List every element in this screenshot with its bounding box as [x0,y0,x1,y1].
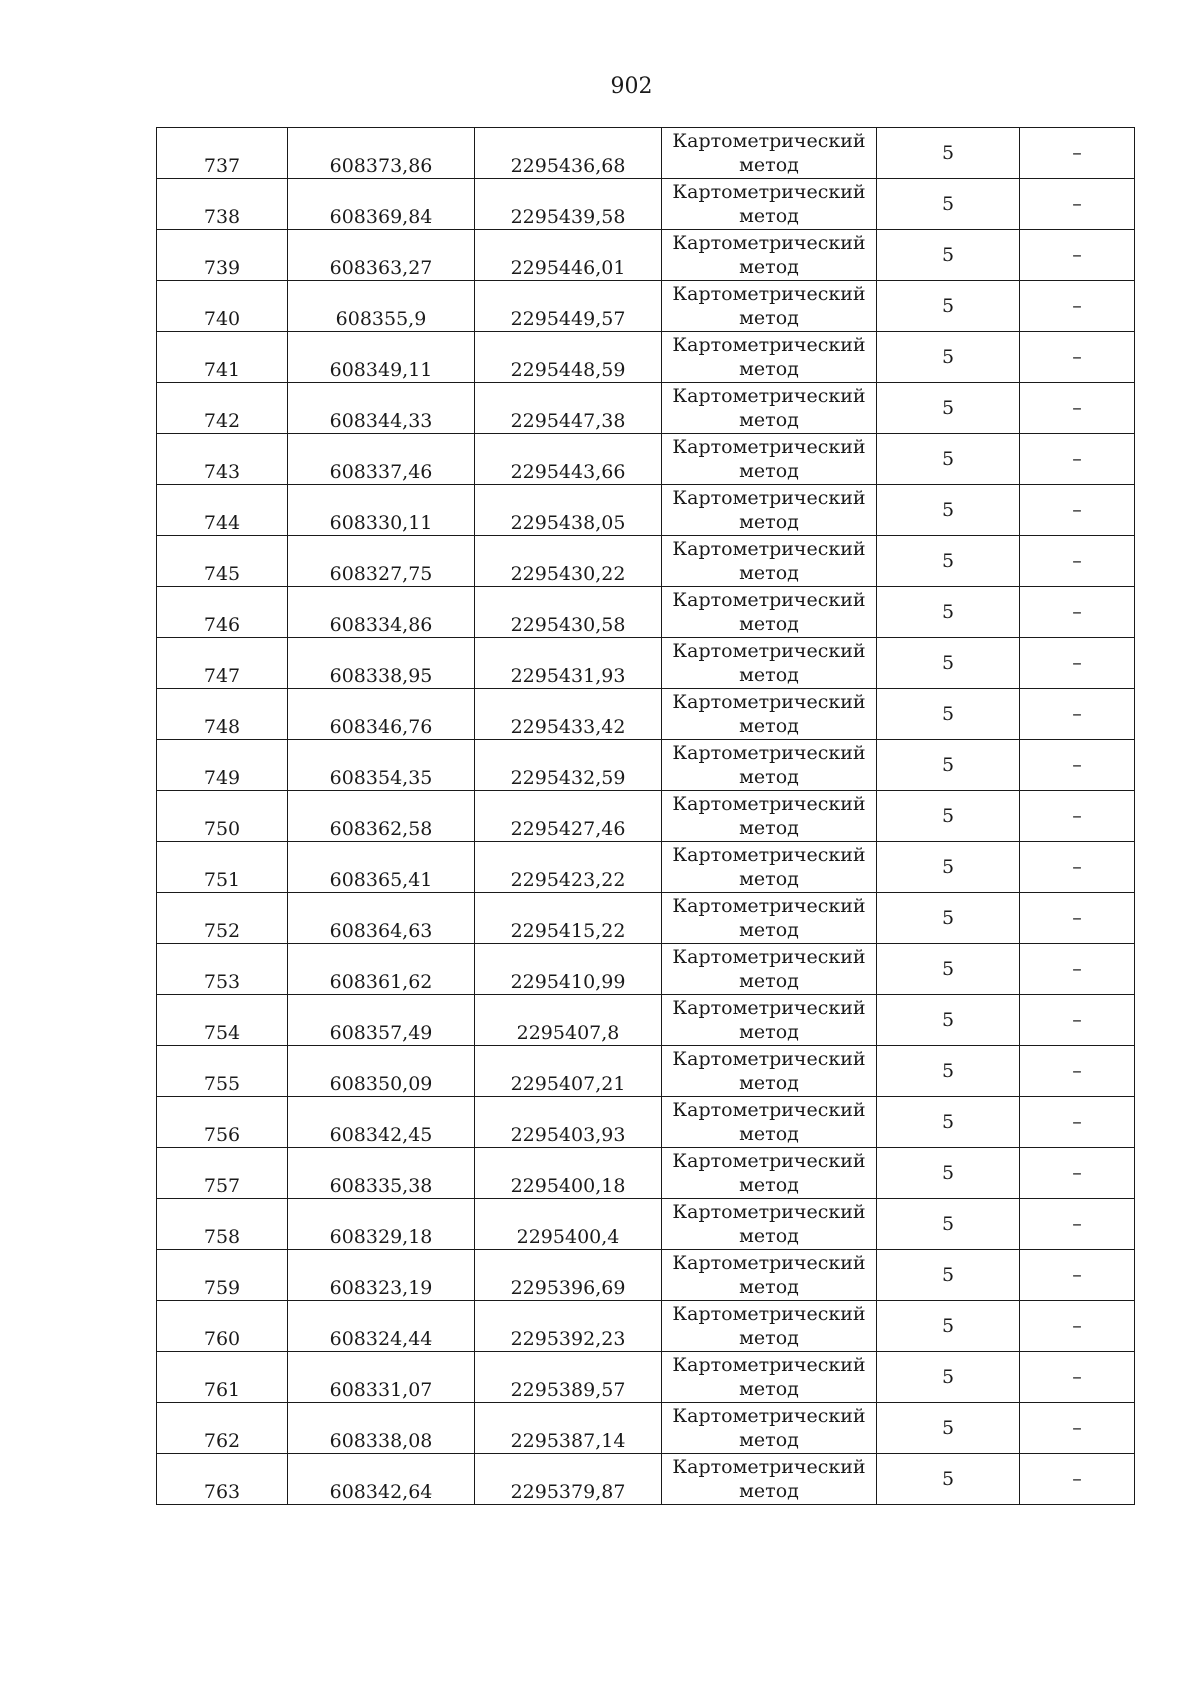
point-number-cell: 747 [157,638,288,689]
table-row [157,1250,1135,1301]
description-cell: – [1020,893,1135,944]
description-cell: – [1020,638,1135,689]
method-cell [662,587,877,638]
description-cell: – [1020,842,1135,893]
description-cell: – [1020,995,1135,1046]
error-cell: 5 [877,383,1020,434]
method-cell [662,332,877,383]
method-cell [662,893,877,944]
x-coordinate-cell: 608362,58 [288,791,475,842]
x-coordinate-cell: 608349,11 [288,332,475,383]
description-cell: – [1020,1352,1135,1403]
method-line2: метод [739,868,799,890]
method-line2: метод [739,1072,799,1094]
point-number-cell: 746 [157,587,288,638]
y-coordinate-cell: 2295396,69 [475,1250,662,1301]
method-line2: метод [739,970,799,992]
description-cell: – [1020,1454,1135,1505]
method-line2: метод [739,511,799,533]
error-cell: 5 [877,791,1020,842]
point-number-cell: 758 [157,1199,288,1250]
method-line1: Картометрический [672,385,866,407]
method-line1: Картометрический [672,844,866,866]
method-line1: Картометрический [672,334,866,356]
point-number-cell: 762 [157,1403,288,1454]
method-line1: Картометрический [672,436,866,458]
x-coordinate-cell: 608335,38 [288,1148,475,1199]
point-number-cell: 743 [157,434,288,485]
table-row [157,1301,1135,1352]
error-cell: 5 [877,842,1020,893]
method-cell [662,179,877,230]
point-number-cell: 752 [157,893,288,944]
method-cell [662,485,877,536]
table-row [157,944,1135,995]
y-coordinate-cell: 2295433,42 [475,689,662,740]
y-coordinate-cell: 2295447,38 [475,383,662,434]
point-number-cell: 751 [157,842,288,893]
y-coordinate-cell: 2295431,93 [475,638,662,689]
method-line2: метод [739,154,799,176]
y-coordinate-cell: 2295443,66 [475,434,662,485]
point-number-cell: 748 [157,689,288,740]
x-coordinate-cell: 608357,49 [288,995,475,1046]
error-cell: 5 [877,1097,1020,1148]
error-cell: 5 [877,1403,1020,1454]
x-coordinate-cell: 608355,9 [288,281,475,332]
description-cell: – [1020,383,1135,434]
table-row [157,689,1135,740]
error-cell: 5 [877,893,1020,944]
point-number-cell: 745 [157,536,288,587]
table-row [157,587,1135,638]
method-line2: метод [739,1123,799,1145]
table-row [157,1097,1135,1148]
description-cell: – [1020,536,1135,587]
y-coordinate-cell: 2295446,01 [475,230,662,281]
table-row [157,1046,1135,1097]
method-line1: Картометрический [672,538,866,560]
method-line1: Картометрический [672,1048,866,1070]
table-row [157,383,1135,434]
point-number-cell: 750 [157,791,288,842]
x-coordinate-cell: 608331,07 [288,1352,475,1403]
y-coordinate-cell: 2295415,22 [475,893,662,944]
description-cell: – [1020,1148,1135,1199]
y-coordinate-cell: 2295403,93 [475,1097,662,1148]
point-number-cell: 744 [157,485,288,536]
method-cell [662,740,877,791]
error-cell: 5 [877,1301,1020,1352]
method-cell [662,1454,877,1505]
y-coordinate-cell: 2295387,14 [475,1403,662,1454]
method-cell [662,434,877,485]
x-coordinate-cell: 608363,27 [288,230,475,281]
error-cell: 5 [877,128,1020,179]
x-coordinate-cell: 608338,08 [288,1403,475,1454]
point-number-cell: 760 [157,1301,288,1352]
method-cell [662,1250,877,1301]
error-cell: 5 [877,230,1020,281]
y-coordinate-cell: 2295436,68 [475,128,662,179]
method-line2: метод [739,919,799,941]
point-number-cell: 756 [157,1097,288,1148]
description-cell: – [1020,230,1135,281]
point-number-cell: 753 [157,944,288,995]
method-line2: метод [739,307,799,329]
method-cell [662,1301,877,1352]
method-cell [662,230,877,281]
method-line1: Картометрический [672,997,866,1019]
description-cell: – [1020,944,1135,995]
method-line2: метод [739,409,799,431]
table-row [157,1199,1135,1250]
method-cell [662,689,877,740]
x-coordinate-cell: 608354,35 [288,740,475,791]
error-cell: 5 [877,1046,1020,1097]
table-row [157,128,1135,179]
y-coordinate-cell: 2295400,4 [475,1199,662,1250]
description-cell: – [1020,434,1135,485]
method-cell [662,1148,877,1199]
description-cell: – [1020,689,1135,740]
table-row [157,230,1135,281]
error-cell: 5 [877,944,1020,995]
error-cell: 5 [877,1250,1020,1301]
method-line2: метод [739,817,799,839]
point-number-cell: 757 [157,1148,288,1199]
error-cell: 5 [877,638,1020,689]
method-line2: метод [739,562,799,584]
x-coordinate-cell: 608342,45 [288,1097,475,1148]
method-cell [662,383,877,434]
error-cell: 5 [877,281,1020,332]
method-line2: метод [739,1021,799,1043]
method-line1: Картометрический [672,1150,866,1172]
method-line2: метод [739,1378,799,1400]
description-cell: – [1020,1250,1135,1301]
y-coordinate-cell: 2295407,21 [475,1046,662,1097]
method-line1: Картометрический [672,1252,866,1274]
method-line1: Картометрический [672,130,866,152]
table-row [157,740,1135,791]
method-line1: Картометрический [672,640,866,662]
description-cell: – [1020,740,1135,791]
method-line2: метод [739,613,799,635]
table-row [157,536,1135,587]
x-coordinate-cell: 608346,76 [288,689,475,740]
description-cell: – [1020,485,1135,536]
description-cell: – [1020,179,1135,230]
method-line2: метод [739,1429,799,1451]
error-cell: 5 [877,536,1020,587]
method-line1: Картометрический [672,1456,866,1478]
method-line2: метод [739,1225,799,1247]
x-coordinate-cell: 608373,86 [288,128,475,179]
description-cell: – [1020,1097,1135,1148]
method-cell [662,995,877,1046]
x-coordinate-cell: 608344,33 [288,383,475,434]
point-number-cell: 761 [157,1352,288,1403]
method-line1: Картометрический [672,1201,866,1223]
description-cell: – [1020,128,1135,179]
error-cell: 5 [877,179,1020,230]
x-coordinate-cell: 608324,44 [288,1301,475,1352]
method-line1: Картометрический [672,1303,866,1325]
method-line1: Картометрический [672,589,866,611]
point-number-cell: 739 [157,230,288,281]
point-number-cell: 755 [157,1046,288,1097]
point-number-cell: 754 [157,995,288,1046]
y-coordinate-cell: 2295439,58 [475,179,662,230]
method-line1: Картометрический [672,232,866,254]
table-row [157,1403,1135,1454]
y-coordinate-cell: 2295400,18 [475,1148,662,1199]
error-cell: 5 [877,1199,1020,1250]
method-line2: метод [739,1480,799,1502]
error-cell: 5 [877,1148,1020,1199]
x-coordinate-cell: 608342,64 [288,1454,475,1505]
table-row [157,485,1135,536]
method-cell [662,944,877,995]
error-cell: 5 [877,434,1020,485]
error-cell: 5 [877,740,1020,791]
method-line1: Картометрический [672,742,866,764]
description-cell: – [1020,587,1135,638]
x-coordinate-cell: 608327,75 [288,536,475,587]
description-cell: – [1020,1046,1135,1097]
x-coordinate-cell: 608338,95 [288,638,475,689]
error-cell: 5 [877,587,1020,638]
x-coordinate-cell: 608369,84 [288,179,475,230]
error-cell: 5 [877,689,1020,740]
method-line2: метод [739,664,799,686]
y-coordinate-cell: 2295389,57 [475,1352,662,1403]
method-line2: метод [739,256,799,278]
y-coordinate-cell: 2295449,57 [475,281,662,332]
error-cell: 5 [877,485,1020,536]
error-cell: 5 [877,1454,1020,1505]
y-coordinate-cell: 2295423,22 [475,842,662,893]
point-number-cell: 759 [157,1250,288,1301]
method-line2: метод [739,1276,799,1298]
coordinates-table [156,127,1135,1505]
page-number: 902 [610,74,653,99]
method-line2: метод [739,205,799,227]
method-line1: Картометрический [672,181,866,203]
method-cell [662,1097,877,1148]
method-cell [662,128,877,179]
method-line2: метод [739,1174,799,1196]
table-row [157,281,1135,332]
table-row [157,791,1135,842]
method-line1: Картометрический [672,895,866,917]
method-line1: Картометрический [672,1099,866,1121]
method-line2: метод [739,358,799,380]
x-coordinate-cell: 608323,19 [288,1250,475,1301]
method-line1: Картометрический [672,283,866,305]
y-coordinate-cell: 2295430,58 [475,587,662,638]
description-cell: – [1020,332,1135,383]
method-line2: метод [739,715,799,737]
method-cell [662,842,877,893]
method-cell [662,536,877,587]
method-line1: Картометрический [672,1354,866,1376]
method-cell [662,1352,877,1403]
y-coordinate-cell: 2295379,87 [475,1454,662,1505]
point-number-cell: 763 [157,1454,288,1505]
y-coordinate-cell: 2295430,22 [475,536,662,587]
table-row [157,893,1135,944]
point-number-cell: 742 [157,383,288,434]
method-line2: метод [739,460,799,482]
method-cell [662,638,877,689]
point-number-cell: 737 [157,128,288,179]
table-body [157,128,1135,1505]
table-row [157,842,1135,893]
method-line2: метод [739,1327,799,1349]
description-cell: – [1020,791,1135,842]
description-cell: – [1020,1301,1135,1352]
point-number-cell: 738 [157,179,288,230]
y-coordinate-cell: 2295392,23 [475,1301,662,1352]
y-coordinate-cell: 2295407,8 [475,995,662,1046]
table-row [157,179,1135,230]
method-cell [662,281,877,332]
table-row [157,638,1135,689]
y-coordinate-cell: 2295427,46 [475,791,662,842]
error-cell: 5 [877,995,1020,1046]
x-coordinate-cell: 608334,86 [288,587,475,638]
table-row [157,1352,1135,1403]
point-number-cell: 749 [157,740,288,791]
method-cell [662,1403,877,1454]
y-coordinate-cell: 2295410,99 [475,944,662,995]
method-cell [662,1199,877,1250]
error-cell: 5 [877,332,1020,383]
x-coordinate-cell: 608350,09 [288,1046,475,1097]
x-coordinate-cell: 608365,41 [288,842,475,893]
description-cell: – [1020,1403,1135,1454]
description-cell: – [1020,1199,1135,1250]
y-coordinate-cell: 2295432,59 [475,740,662,791]
table-row [157,434,1135,485]
method-cell [662,1046,877,1097]
y-coordinate-cell: 2295448,59 [475,332,662,383]
table-row [157,995,1135,1046]
x-coordinate-cell: 608364,63 [288,893,475,944]
y-coordinate-cell: 2295438,05 [475,485,662,536]
method-line1: Картометрический [672,487,866,509]
method-line1: Картометрический [672,691,866,713]
method-line1: Картометрический [672,793,866,815]
point-number-cell: 740 [157,281,288,332]
table-row [157,1454,1135,1505]
x-coordinate-cell: 608361,62 [288,944,475,995]
method-cell [662,791,877,842]
method-line1: Картометрический [672,1405,866,1427]
x-coordinate-cell: 608337,46 [288,434,475,485]
table-row [157,332,1135,383]
x-coordinate-cell: 608330,11 [288,485,475,536]
description-cell: – [1020,281,1135,332]
error-cell: 5 [877,1352,1020,1403]
x-coordinate-cell: 608329,18 [288,1199,475,1250]
method-line1: Картометрический [672,946,866,968]
table-row [157,1148,1135,1199]
point-number-cell: 741 [157,332,288,383]
method-line2: метод [739,766,799,788]
